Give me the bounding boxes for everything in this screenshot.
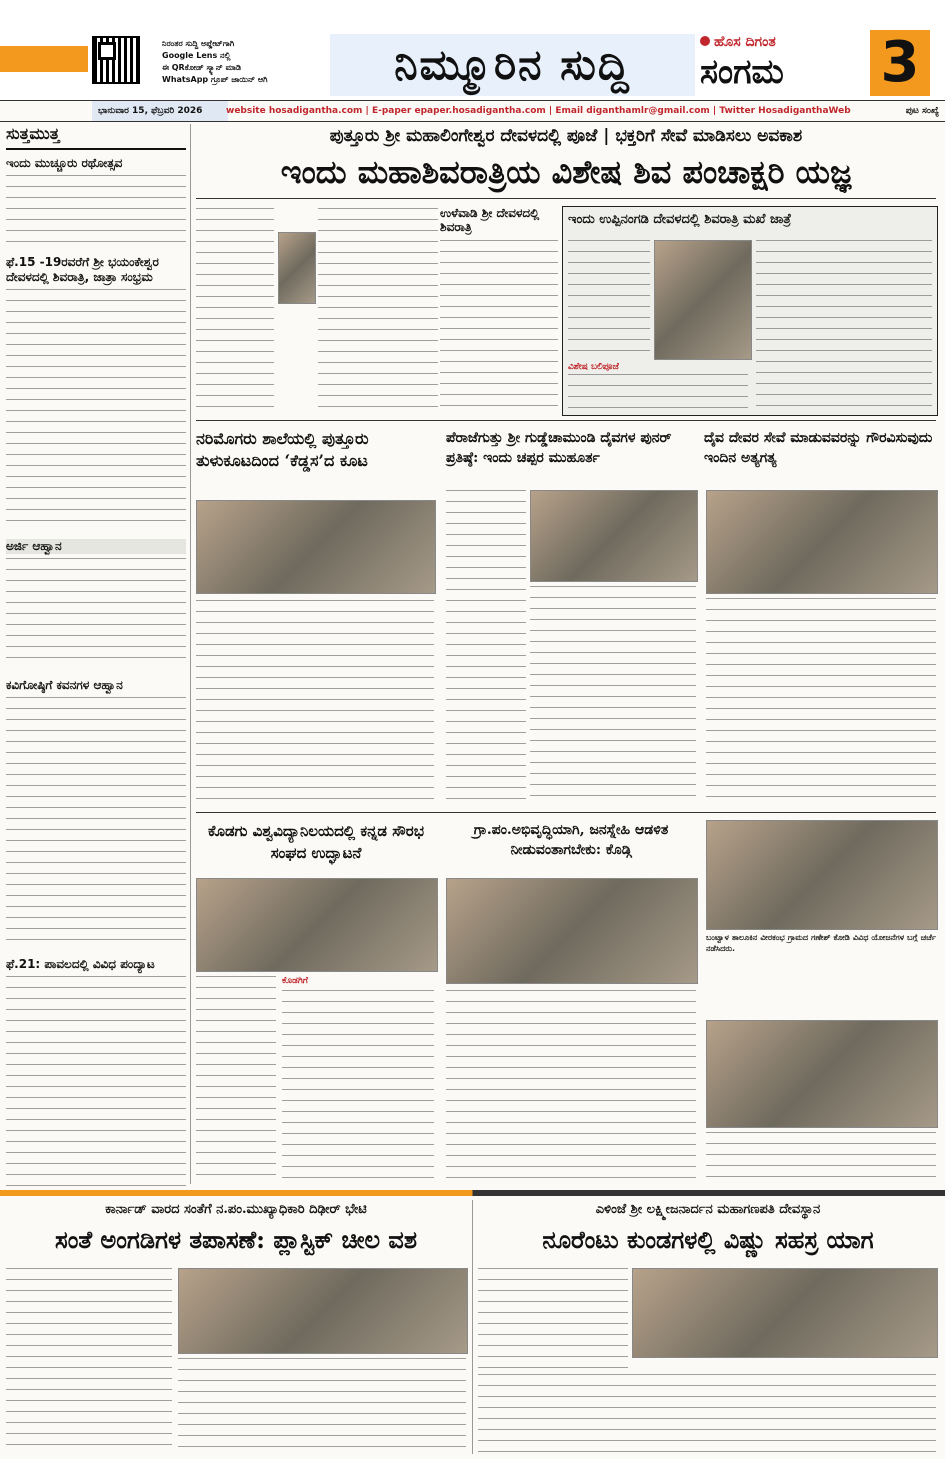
row3-caption: ಬಂಟ್ವಾಳ ತಾಲೂಕಿನ ವೀರಕಂಭ ಗ್ರಾಮದ ಗಣೇಶ್ ಕೋಡಿ ವಿವಿಧ ಯೋಜನೆಗಳ ಬಗ್ಗೆ ಚರ್ಚೆ ನಡೆಸಿದರು. bbox=[706, 933, 936, 953]
row3-body-1b bbox=[282, 990, 434, 1184]
rule bbox=[196, 812, 936, 813]
row2-headline-2: ಪೆರಾಜೆಗುತ್ತು ಶ್ರೀ ಗುಡ್ಡೆಚಾಮುಂಡಿ ದೈವಗಳ ಪುನರ್ ಪ್ರತಿಷ್ಠೆ: ಇಂದು ಚಪ್ಪರ ಮುಹೂರ್ತ bbox=[446, 430, 672, 466]
box-story-subhead: ವಿಶೇಷ ಬಲಿಪೂಜೆ bbox=[568, 362, 619, 372]
page-label: ಪುಟ ಸಂಖ್ಯೆ bbox=[905, 106, 939, 116]
left-item-title: ಅರ್ಜಿ ಆಹ್ವಾನ bbox=[6, 539, 186, 554]
section-title: ಸುತ್ತಮುತ್ತ bbox=[6, 124, 186, 150]
row3-tag: ಕೊಡಗಿಗೆ bbox=[282, 976, 309, 986]
qr-code-icon[interactable] bbox=[92, 36, 140, 84]
box-story-body-col3 bbox=[756, 240, 932, 408]
left-item-title: ಕವಿಗೋಷ್ಠಿಗೆ ಕವನಗಳ ಆಹ್ವಾನ bbox=[6, 678, 123, 692]
box-story-body-col2 bbox=[568, 374, 748, 408]
rule bbox=[196, 198, 936, 199]
row3-body-2 bbox=[446, 990, 696, 1184]
sports-team-photo bbox=[706, 1020, 938, 1128]
left-item-body bbox=[6, 175, 186, 245]
temple-photo bbox=[654, 240, 752, 360]
left-item-title: ಇಂದು ಮುಚ್ಚೂರು ರಥೋತ್ಸವ bbox=[6, 156, 123, 170]
row4-body-2b bbox=[478, 1374, 936, 1454]
orange-accent-bar bbox=[0, 46, 88, 72]
scan-line-3: ಈ QRಕೋಡ್ ಸ್ಕ್ಯಾನ್ ಮಾಡಿ bbox=[162, 63, 242, 72]
row2-body-2a bbox=[446, 490, 526, 800]
box-story-body-col1 bbox=[568, 240, 650, 358]
side-story-body bbox=[440, 240, 558, 412]
brand-logo-icon bbox=[700, 36, 710, 46]
left-item-body bbox=[6, 558, 186, 668]
panchayat-event-photo bbox=[446, 878, 698, 984]
column-divider bbox=[472, 1200, 473, 1454]
school-event-photo bbox=[196, 500, 436, 594]
contact-links[interactable]: website hosadigantha.com | E-paper epaper.hosadigantha.com | Email diganthamlr@gmail.com | Twitter HosadiganthaWeb bbox=[226, 106, 851, 116]
issue-date: ಭಾನುವಾರ 15, ಫೆಬ್ರವರಿ 2026 bbox=[92, 101, 228, 121]
left-column bbox=[6, 124, 186, 1184]
row4-kicker-2: ಎಳಿಂಜೆ ಶ್ರೀ ಲಕ್ಷ್ಮೀಜನಾರ್ದನ ಮಹಾಗಣಪತಿ ದೇವಸ್ಥಾನ bbox=[595, 1202, 821, 1217]
page-number: 3 bbox=[870, 30, 930, 96]
row4-body-1b bbox=[178, 1358, 466, 1454]
row4-body-1a bbox=[6, 1268, 172, 1454]
row2-body-2b bbox=[530, 586, 696, 800]
row2-headline-3: ದೈವ ದೇವರ ಸೇವೆ ಮಾಡುವವರನ್ನು ಗೌರವಿಸುವುದು ಇಂದಿನ ಅತ್ಯಗತ್ಯ bbox=[704, 430, 933, 466]
left-item-body bbox=[6, 697, 186, 947]
sports-caption bbox=[706, 1132, 936, 1182]
scan-line-1: ನಿರಂತರ ಸುದ್ದಿ ಅಪ್ಡೇಟ್‌ಗಾಗಿ bbox=[162, 39, 235, 48]
masthead-title: ನಿಮ್ಮೂರಿನ ಸುದ್ದಿ bbox=[330, 34, 695, 96]
top-story-body-col2 bbox=[318, 208, 438, 413]
side-story-headline: ಉಳೆವಾಡಿ ಶ್ರೀ ದೇವಳದಲ್ಲಿ ಶಿವರಾತ್ರಿ bbox=[440, 206, 540, 234]
top-story-body-col1 bbox=[196, 208, 274, 413]
left-item-body bbox=[6, 976, 186, 1196]
column-divider bbox=[190, 124, 191, 1184]
deity-photo bbox=[278, 232, 316, 304]
top-story-headline: ಇಂದು ಮಹಾಶಿವರಾತ್ರಿಯ ವಿಶೇಷ ಶಿವ ಪಂಚಾಕ್ಷರಿ ಯಜ್ಞ bbox=[280, 153, 852, 191]
felicitation-photo bbox=[706, 490, 938, 594]
row4-kicker-1: ಕಾರ್ನಾಡ್ ವಾರದ ಸಂತೆಗೆ ನ.ಪಂ.ಮುಖ್ಯಾಧಿಕಾರಿ ದಿಢೀರ್ ಭೇಟಿ bbox=[105, 1202, 367, 1217]
row4-body-2a bbox=[478, 1268, 628, 1368]
scan-line-2: Google Lens ನಲ್ಲಿ bbox=[162, 51, 231, 60]
row2-headline-1: ನರಿಮೊಗರು ಶಾಲೆಯಲ್ಲಿ ಪುತ್ತೂರು ತುಳುಕೂಟದಿಂದ ‘ಕೆಡ್ಡಸ’ದ ಕೂಟ bbox=[196, 429, 369, 470]
section-name: ಸಂಗಮ bbox=[700, 52, 784, 92]
info-bar bbox=[0, 100, 945, 122]
brand-name bbox=[700, 34, 776, 50]
row3-body-1a bbox=[196, 976, 276, 1184]
shrine-photo bbox=[530, 490, 698, 582]
scan-line-4: WhatsApp ಗ್ರೂಪ್ ಜಾಯಿನ್ ಆಗಿ bbox=[162, 75, 268, 84]
university-event-photo bbox=[196, 878, 438, 972]
row4-headline-2: ನೂರೆಂಟು ಕುಂಡಗಳಲ್ಲಿ ವಿಷ್ಣು ಸಹಸ್ರ ಯಾಗ bbox=[542, 1225, 874, 1254]
market-photo bbox=[178, 1268, 468, 1354]
row4-headline-1: ಸಂತೆ ಅಂಗಡಿಗಳ ತಪಾಸಣೆ: ಪ್ಲಾಸ್ಟಿಕ್ ಚೀಲ ವಶ bbox=[55, 1225, 417, 1254]
section-rule bbox=[0, 1190, 945, 1196]
row2-body-3 bbox=[706, 598, 936, 802]
top-story-kicker: ಪುತ್ತೂರು ಶ್ರೀ ಮಹಾಲಿಂಗೇಶ್ವರ ದೇವಳದಲ್ಲಿ ಪೂಜೆ | ಭಕ್ತರಿಗೆ ಸೇವೆ ಮಾಡಿಸಲು ಅವಕಾಶ bbox=[329, 126, 803, 146]
left-item-body bbox=[6, 289, 186, 529]
rule bbox=[196, 420, 936, 421]
row2-body-1 bbox=[196, 600, 434, 800]
left-item-title: ಫೆ.21: ಪಾವಲದಲ್ಲಿ ವಿವಿಧ ಪಂದ್ಯಾಟ bbox=[6, 957, 155, 971]
left-item-title: ಫೆ.15 -19ರವರೆಗೆ ಶ್ರೀ ಭಯಂಕೇಶ್ವರ ದೇವಳದಲ್ಲಿ ಶಿವರಾತ್ರಿ, ಜಾತ್ರಾ ಸಂಭ್ರಮ bbox=[6, 255, 159, 284]
yaga-photo bbox=[632, 1268, 938, 1358]
row3-headline-2: ಗ್ರಾ.ಪಂ.ಅಭಿವೃದ್ಧಿಯಾಗಿ, ಜನಸ್ನೇಹಿ ಆಡಳಿತ ನೀಡುವಂತಾಗಬೇಕು: ಕೊಡ್ಗಿ bbox=[473, 822, 669, 858]
row3-headline-1: ಕೊಡಗು ವಿಶ್ವವಿದ್ಯಾನಿಲಯದಲ್ಲಿ ಕನ್ನಡ ಸೌರಭ ಸಂಘದ ಉದ್ಘಾಟನೆ bbox=[208, 822, 424, 862]
brand-small-text: ಹೊಸ ದಿಗಂತ bbox=[714, 34, 776, 50]
box-story-headline: ಇಂದು ಉಪ್ಪಿನಂಗಡಿ ದೇವಳದಲ್ಲಿ ಶಿವರಾತ್ರಿ ಮಖೆ ಜಾತ್ರೆ bbox=[568, 212, 792, 227]
qr-instructions bbox=[162, 38, 332, 86]
village-visit-photo bbox=[706, 820, 938, 930]
